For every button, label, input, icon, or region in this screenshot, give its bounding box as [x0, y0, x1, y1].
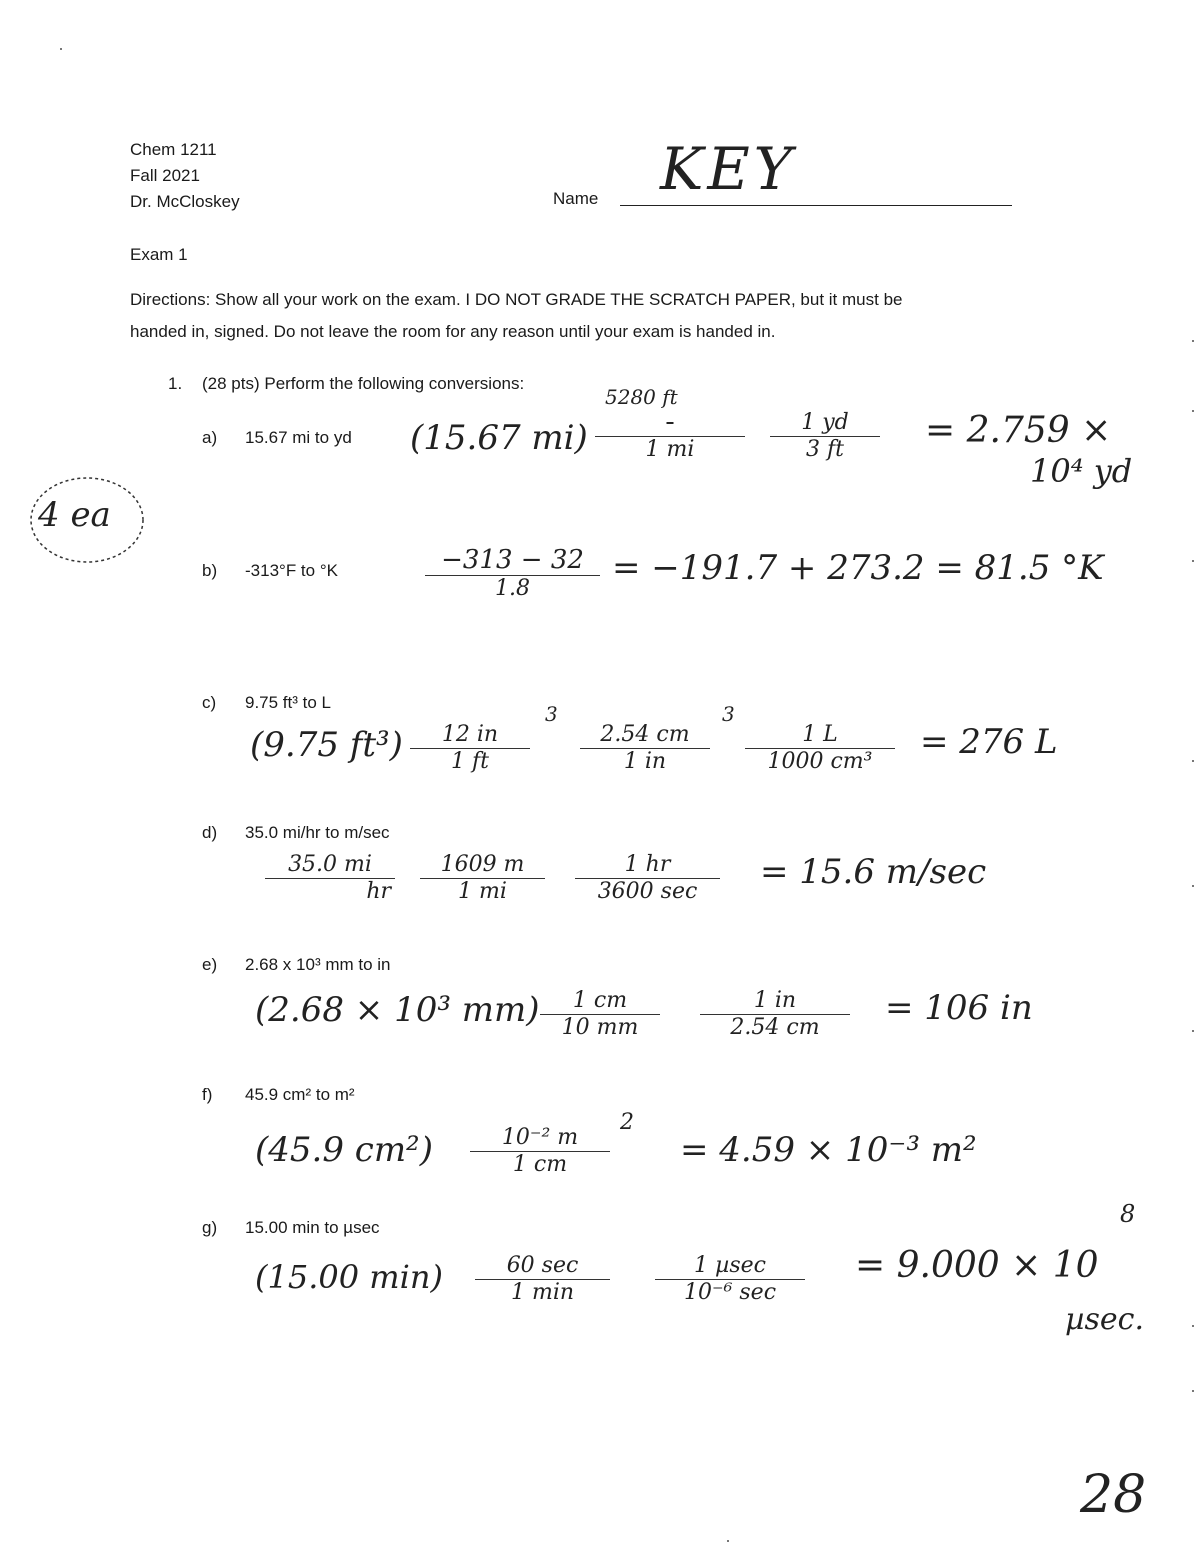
part-a-letter: a) [202, 428, 218, 447]
part-d-fraction-0 [265, 852, 395, 905]
part-c-f3-num: 1 L [745, 722, 895, 749]
part-e-f2-num: 1 in [700, 988, 850, 1015]
scan-speck [1192, 760, 1194, 762]
part-e-f1-den: 10 mm [561, 1015, 639, 1040]
part-c-answer: = 276 L [920, 722, 1058, 762]
part-c-letter: c) [202, 693, 217, 712]
part-c-fraction-1 [410, 722, 530, 775]
part-g-exponent: 8 [1120, 1200, 1136, 1228]
scan-speck [1192, 1325, 1194, 1327]
part-g-work: (15.00 min) [255, 1258, 443, 1296]
part-a-answer: = 2.759 × [925, 410, 1112, 451]
part-e-problem: 2.68 x 10³ mm to in [245, 955, 391, 974]
part-c-f3-den: 1000 cm³ [767, 749, 873, 774]
part-d-fraction-2 [575, 852, 720, 905]
part-a-above: 5280 ft [605, 385, 678, 409]
part-d-problem: 35.0 mi/hr to m/sec [245, 823, 390, 842]
scan-speck [1192, 1390, 1194, 1392]
part-d-f2-num: 1 hr [575, 852, 720, 879]
question-number: 1. [168, 374, 183, 393]
name-value: KEY [660, 135, 796, 203]
part-a-f1-num [595, 410, 745, 437]
name-line [620, 205, 1012, 206]
part-f-f1-num: 10⁻² m [470, 1125, 610, 1152]
part-d-f1-num: 1609 m [420, 852, 545, 879]
scan-speck [1192, 885, 1194, 887]
part-c-fraction-3 [745, 722, 895, 775]
part-d-fraction-1 [420, 852, 545, 905]
part-c-problem: 9.75 ft³ to L [245, 693, 331, 712]
part-a-f2-den: 3 ft [806, 437, 844, 462]
part-c-f2-num: 2.54 cm [580, 722, 710, 749]
scan-speck [60, 48, 62, 50]
part-b-den: 1.8 [495, 576, 530, 601]
part-d-f0-num: 35.0 mi [265, 852, 395, 879]
part-g-f2-num: 1 µsec [655, 1253, 805, 1280]
part-d-f1-den: 1 mi [458, 879, 507, 904]
question-prompt: (28 pts) Perform the following conversions: [202, 374, 525, 393]
part-g-f1-num: 60 sec [475, 1253, 610, 1280]
part-a-f2-num: 1 yd [770, 410, 880, 437]
term-label: Fall 2021 [130, 166, 200, 185]
part-c-f2-den: 1 in [623, 749, 667, 774]
margin-note: 4 ea [38, 495, 111, 535]
scan-speck [727, 1540, 729, 1542]
part-c-f1-den: 1 ft [451, 749, 489, 774]
part-e-letter: e) [202, 955, 218, 974]
part-a-problem: 15.67 mi to yd [245, 428, 352, 447]
directions-line-2: handed in, signed. Do not leave the room for any reason until your exam is handed in. [130, 322, 776, 341]
part-g-f1-den: 1 min [510, 1280, 575, 1305]
part-c-exponent-1: 3 [545, 702, 558, 726]
instructor-label: Dr. McCloskey [130, 192, 240, 211]
part-f-work: (45.9 cm²) [255, 1130, 433, 1170]
part-e-work: (2.68 × 10³ mm) [255, 990, 540, 1030]
part-d-answer: = 15.6 m/sec [760, 852, 987, 892]
score: 28 [1080, 1465, 1147, 1525]
part-a-work: (15.67 mi) [410, 418, 588, 458]
name-label: Name [553, 189, 599, 208]
scan-speck [1192, 560, 1194, 562]
part-f-fraction-1 [470, 1125, 610, 1178]
part-e-answer: = 106 in [885, 988, 1033, 1028]
part-e-fraction-2 [700, 988, 850, 1041]
part-a-f1-den: 1 mi [645, 437, 695, 462]
part-f-answer: = 4.59 × 10⁻³ m² [680, 1130, 977, 1170]
exam-label: Exam 1 [130, 245, 188, 264]
part-b-letter: b) [202, 561, 218, 580]
part-b-fraction [425, 545, 600, 602]
part-f-exponent: 2 [620, 1110, 634, 1135]
part-g-letter: g) [202, 1218, 218, 1237]
scan-speck [1192, 1030, 1194, 1032]
part-d-f2-den: 3600 sec [597, 879, 698, 904]
part-c-work: (9.75 ft³) [250, 725, 403, 765]
part-e-fraction-1 [540, 988, 660, 1041]
part-g-problem: 15.00 min to µsec [245, 1218, 380, 1237]
part-c-fraction-2 [580, 722, 710, 775]
part-c-exponent-2: 3 [722, 702, 735, 726]
part-g-fraction-1 [475, 1253, 610, 1306]
part-a-answer-line-2: 10⁴ yd [1030, 452, 1133, 490]
part-g-f2-den: 10⁻⁶ sec [683, 1280, 777, 1305]
part-a-fraction-1 [595, 410, 745, 463]
part-b-answer: = −191.7 + 273.2 = 81.5 °K [612, 548, 1104, 588]
part-b-problem: -313°F to °K [245, 561, 338, 580]
part-b-num: −313 − 32 [425, 545, 600, 576]
part-g-answer: = 9.000 × 10 [855, 1245, 1099, 1286]
part-d-f0-den: hr [366, 879, 391, 904]
part-d-letter: d) [202, 823, 218, 842]
part-f-f1-den: 1 cm [512, 1152, 568, 1177]
part-f-problem: 45.9 cm² to m² [245, 1085, 355, 1104]
directions-line-1: Directions: Show all your work on the exam. I DO NOT GRADE THE SCRATCH PAPER, but it must be [130, 290, 903, 309]
part-a-fraction-2 [770, 410, 880, 463]
scan-speck [1192, 340, 1194, 342]
part-e-f2-den: 2.54 cm [730, 1015, 820, 1040]
part-g-fraction-2 [655, 1253, 805, 1306]
part-e-f1-num: 1 cm [540, 988, 660, 1015]
course-label: Chem 1211 [130, 140, 217, 159]
part-c-f1-num: 12 in [410, 722, 530, 749]
part-g-unit: µsec. [1065, 1302, 1144, 1337]
part-f-letter: f) [202, 1085, 213, 1104]
scan-speck [1192, 410, 1194, 412]
